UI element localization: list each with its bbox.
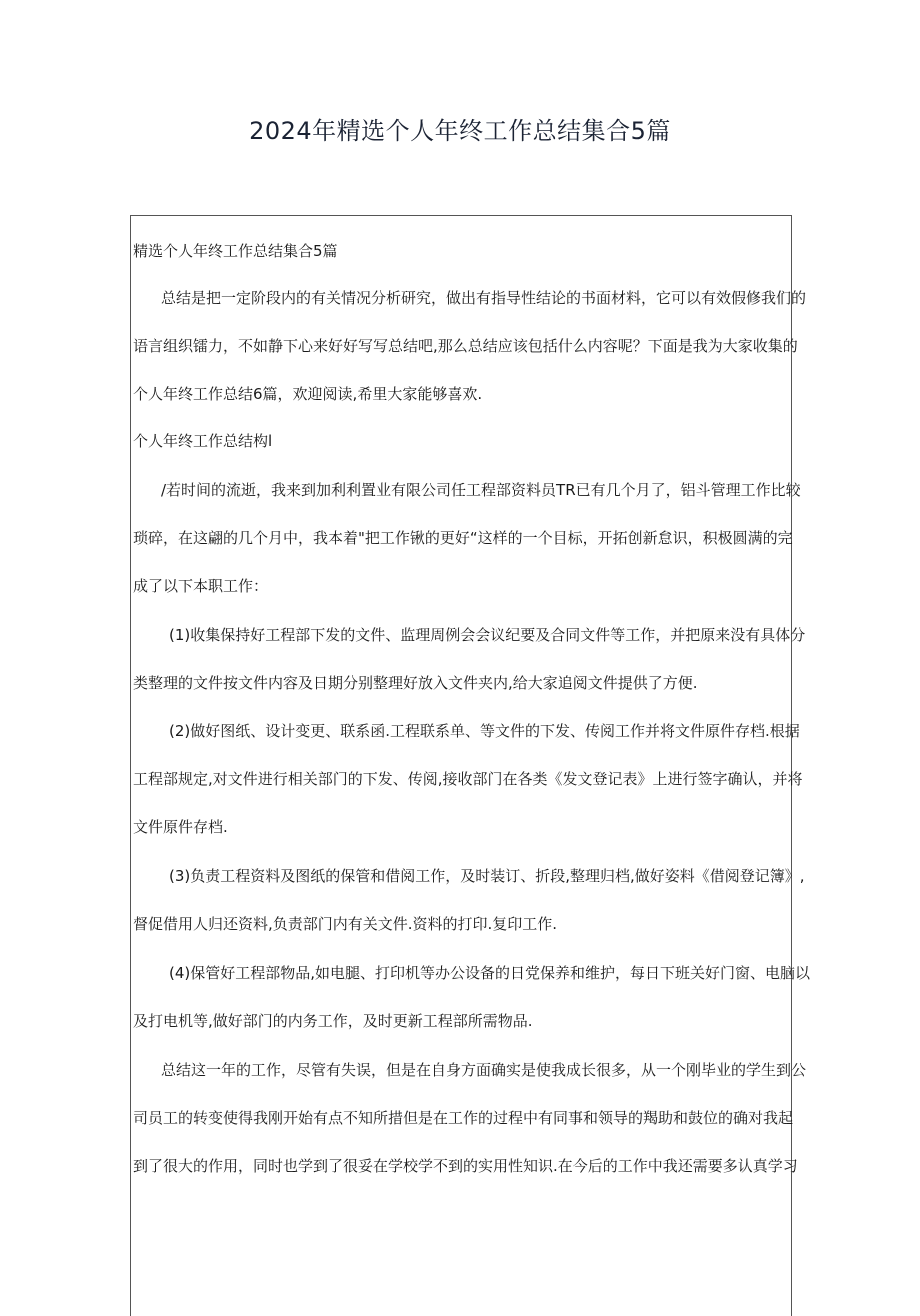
document-title: 2024年精选个人年终工作总结集合5篇	[249, 117, 671, 145]
list-item-line: 及打电机等,做好部门的内务工作，及时更新工程部所需物品.	[133, 1012, 533, 1030]
paragraph-line: 到了很大的作用，同时也学到了很妥在学校学不到的实用性知识.在今后的工作中我还需要多认真学习	[133, 1157, 798, 1175]
paragraph-line: 成了以下本职工作：	[133, 577, 269, 595]
paragraph-line: 司员工的转变使得我刚开始有点不知所措但是在工作的过程中有同事和领导的羯助和鼓位的确对我起	[133, 1109, 794, 1127]
section-heading: 个人年终工作总结构l	[133, 432, 273, 450]
list-item-line: 工程部规定,对文件进行相关部门的下发、传阅,接收部门在各类《发文登记表》上进行签字确认，并将	[133, 770, 803, 788]
content-frame	[130, 215, 803, 1316]
list-item-line: (2)做好图纸、设计变更、联系函.工程联系单、等文件的下发、传阅工作并将文件原件存档.根据	[169, 722, 800, 740]
paragraph-line: /若时间的流逝，我来到加利利置业有限公司任工程部资料员TR已有几个月了，铝斗管理工作比较	[161, 481, 801, 499]
subtitle-line: 精选个人年终工作总结集合5篇	[133, 242, 338, 260]
list-item-line: (3)负责工程资料及图纸的保管和借阅工作，及时装订、折段,整理归档,做好姿料《借阅登记簿》,	[169, 867, 805, 885]
paragraph-line: 总结这一年的工作，尽管有失误，但是在自身方面确实是使我成长很多，从一个刚毕业的学生到公	[161, 1061, 807, 1079]
paragraph-line: 语言组织镭力，不如静下心来好好写写总结吧,那么总结应该包括什么内容呢？下面是我为大家收集的	[133, 337, 798, 355]
paragraph-line: 琐碎，在这翩的几个月中，我本着"把工作锹的更好“这样的一个目标，开拓创新怠识，积极圆满的完	[133, 529, 793, 547]
list-item-line: (1)收集保持好工程部下发的文件、监理周例会会议纪要及合同文件等工作，并把原来没有具体分	[169, 626, 806, 644]
paragraph-line: 总结是把一定阶段内的有关情况分析研究，做出有指导性结论的书面材料，它可以有效假修我们的	[161, 289, 807, 307]
list-item-line: 类整理的文件按文件内容及日期分别整理好放入文件夹内,给大家追阅文件提供了方便.	[133, 674, 698, 692]
list-item-line: 文件原件存档.	[133, 818, 228, 836]
list-item-line: (4)保管好工程部物品,如电腿、打印机等办公设备的日党保养和维护，每日下班关好门窗、电脑以	[169, 964, 811, 982]
list-item-line: 督促借用人归还资料,负责部门内有关文件.资料的打印.复印工作.	[133, 915, 558, 933]
paragraph-line: 个人年终工作总结6篇，欢迎阅读,希里大家能够喜欢.	[133, 385, 483, 403]
